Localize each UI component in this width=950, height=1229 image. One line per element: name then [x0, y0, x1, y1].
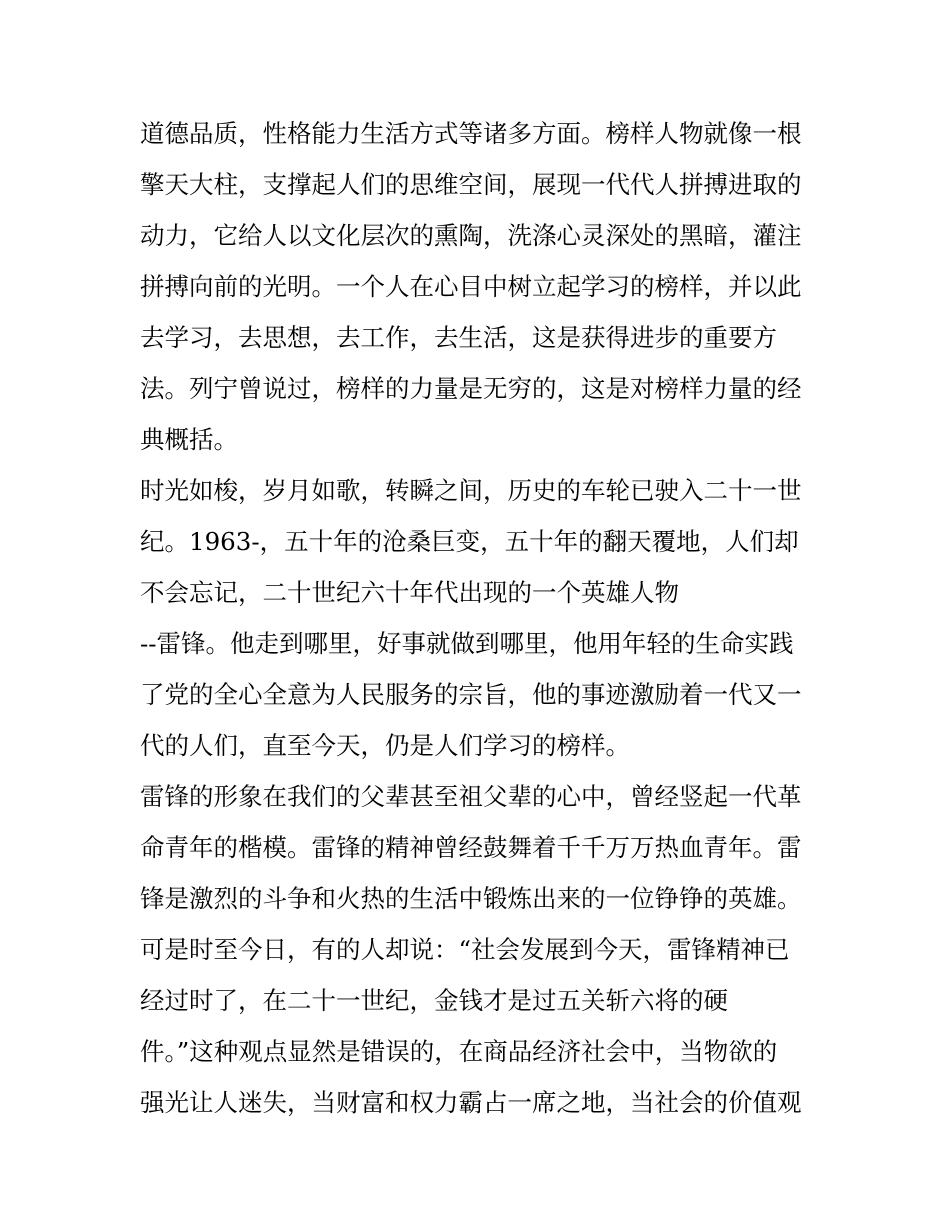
- text-line: 法。列宁曾说过，榜样的力量是无穷的，这是对榜样力量的经: [140, 374, 802, 403]
- text-line: 雷锋的形象在我们的父辈甚至祖父辈的心中，曾经竖起一代革: [140, 782, 802, 811]
- text-line: 件。”这种观点显然是错误的，在商品经济社会中，当物欲的: [140, 1037, 778, 1066]
- text-line: 纪。1963-，五十年的沧桑巨变，五十年的翻天覆地，人们却: [140, 527, 799, 556]
- text-line: 经过时了，在二十一世纪，金钱才是过五关斩六将的硬: [140, 986, 728, 1015]
- text-line: 了党的全心全意为人民服务的宗旨，他的事迹激励着一代又一: [140, 680, 802, 709]
- text-line: --雷锋。他走到哪里，好事就做到哪里，他用年轻的生命实践: [140, 629, 794, 658]
- text-line: 时光如梭，岁月如歌，转瞬之间，历史的车轮已驶入二十一世: [140, 476, 802, 505]
- text-line: 代的人们，直至今天，仍是人们学习的榜样。: [140, 731, 630, 760]
- text-line: 可是时至今日，有的人却说：“社会发展到今天，雷锋精神已: [140, 935, 790, 964]
- text-line: 动力，它给人以文化层次的熏陶，洗涤心灵深处的黑暗，灌注: [140, 221, 802, 250]
- text-line: 强光让人迷失，当财富和权力霸占一席之地，当社会的价值观: [140, 1088, 802, 1117]
- text-line: 擎天大柱，支撑起人们的思维空间，展现一代代人拼搏进取的: [140, 170, 802, 199]
- text-line: 不会忘记，二十世纪六十年代出现的一个英雄人物: [140, 578, 679, 607]
- text-line: 命青年的楷模。雷锋的精神曾经鼓舞着千千万万热血青年。雷: [140, 833, 802, 862]
- text-line: 拼搏向前的光明。一个人在心目中树立起学习的榜样，并以此: [140, 272, 802, 301]
- text-line: 典概括。: [140, 425, 238, 454]
- body-text: [140, 108, 820, 1128]
- text-line: 道德品质，性格能力生活方式等诸多方面。榜样人物就像一根: [140, 119, 802, 148]
- text-line: 锋是激烈的斗争和火热的生活中锻炼出来的一位铮铮的英雄。: [140, 884, 802, 913]
- text-line: 去学习，去思想，去工作，去生活，这是获得进步的重要方: [140, 323, 777, 352]
